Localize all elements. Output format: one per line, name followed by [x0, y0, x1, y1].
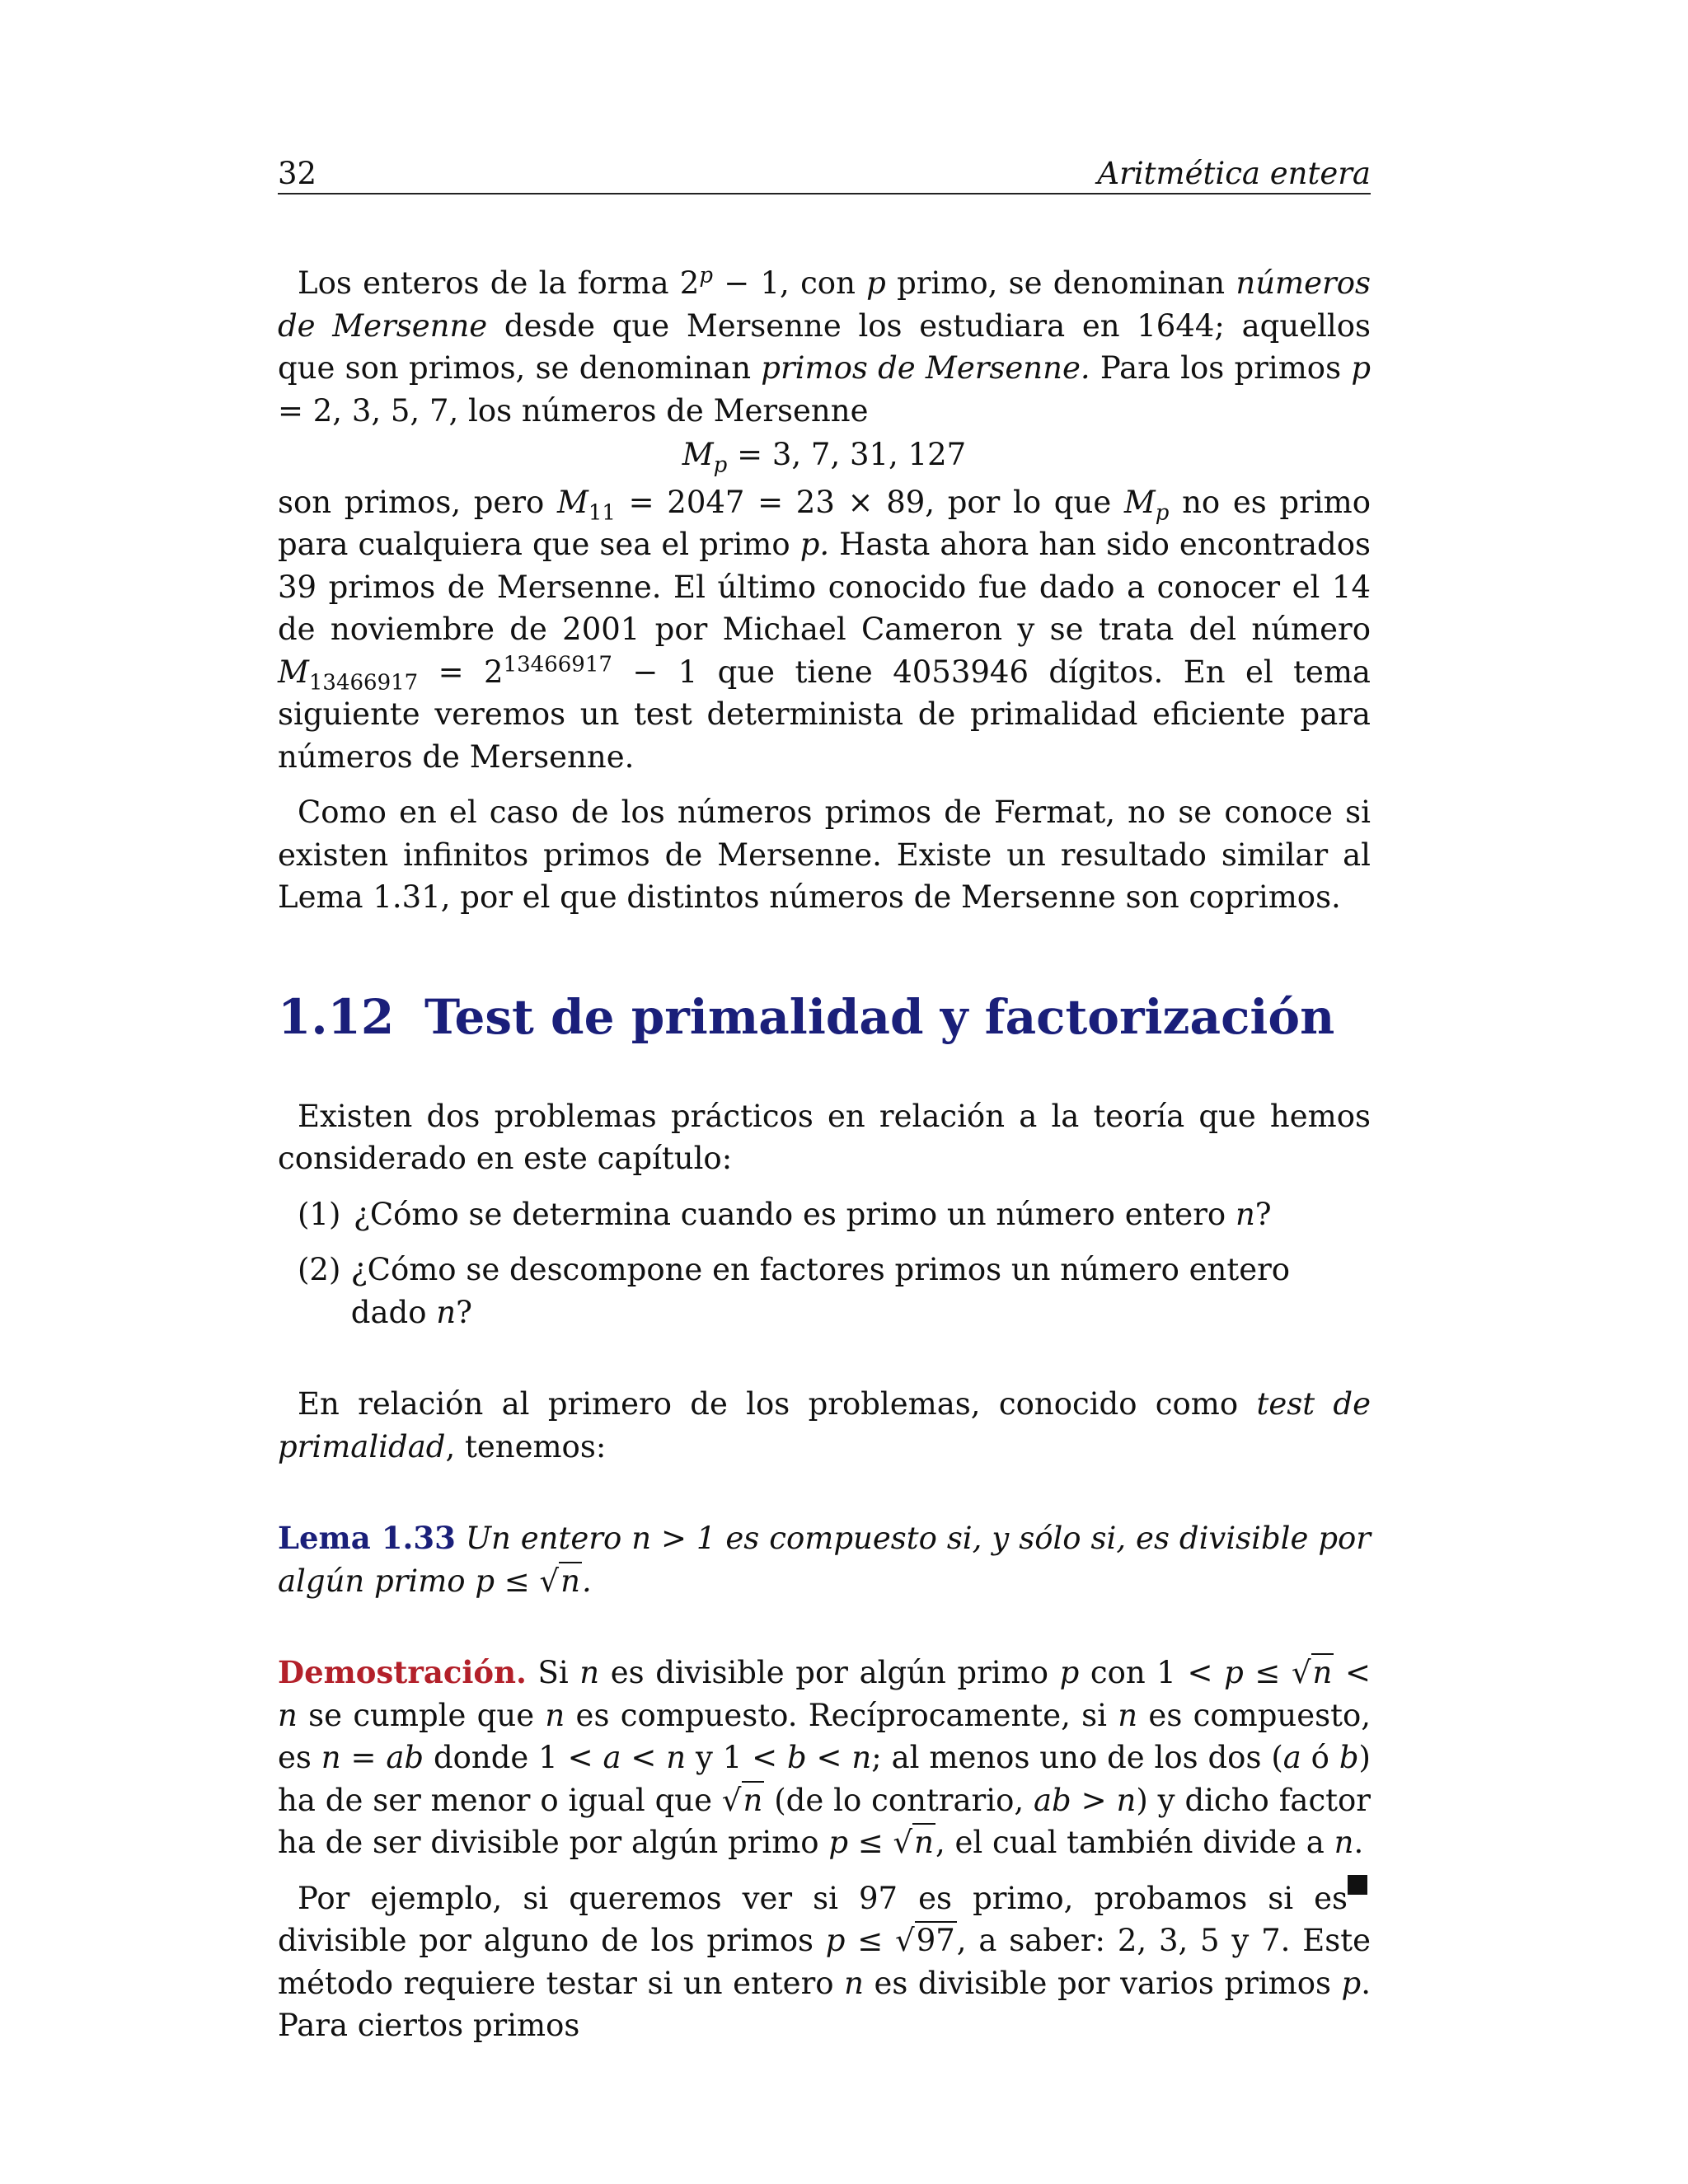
proof-label: Demostración.: [278, 1654, 527, 1690]
chapter-title: Aritmética entera: [1097, 156, 1371, 191]
paragraph-example-97: Por ejemplo, si queremos ver si 97 es primo, probamos si es divisible por alguno de los primos p ≤ √97, a saber: 2, 3, 5 y 7. Este método requiere testar si un entero n es divisible por varios primos p. Para ciertos primos: [278, 1880, 1372, 2043]
paragraph-mersenne-definition: Los enteros de la forma $2^p - 1$, con p primo, se denominan números de Mersenne desde que Mersenne los estudiara en 1644; aquellos que son primos, se denominan primos de Mersenne. Para los primos p = 2, 3, 5, 7, los números de Mersenne: [278, 263, 1371, 429]
proof: Demostración. Si n es divisible por algún primo p con 1 < p ≤ √n < n se cumple que n es compuesto. Recíprocamente, si n es compuesto, es n = ab donde 1 < a < n y 1 < b < n; al menos uno de los dos (a ó b) ha de ser menor o igual que √n (de lo contrario, ab > n) y dicho factor ha de ser divisible por algún primo p ≤ √n, el cual también divide a n.: [278, 1652, 1371, 1864]
paragraph-primality-test: En relación al primero de los problemas, conocido como test de primalidad, tenemos:: [278, 1386, 1372, 1465]
qed-square-icon: [1348, 1875, 1367, 1895]
term-test-de-primalidad: test de primalidad: [278, 1386, 1372, 1465]
list-item: (2) ¿Cómo se descompone en factores primos un número entero dado n?: [298, 1252, 1291, 1330]
page: [278, 0, 1371, 2184]
list-item: (1) ¿Cómo se determina cuando es primo un número entero n?: [298, 1196, 1272, 1232]
term-numeros-de-mersenne: números de Mersenne: [278, 265, 1371, 344]
term-primos-de-mersenne: primos de Mersenne.: [761, 350, 1090, 386]
lemma-label: Lema 1.33: [278, 1520, 456, 1556]
body-text: [278, 262, 1371, 2047]
section-number: 1.12: [278, 988, 395, 1045]
section-heading: [278, 988, 1371, 1046]
paragraph-infinite-mersenne: Como en el caso de los números primos de Fermat, no se conoce si existen infinitos primos de Mersenne. Existe un resultado similar al Lema 1.31, por el que distintos números de Mersenne son coprimos.: [278, 794, 1371, 915]
running-header: [278, 155, 1371, 194]
section-title: Test de primalidad y factorización: [424, 988, 1335, 1045]
lemma-1-33: Lema 1.33 Un entero n > 1 es compuesto si, y sólo si, es divisible por algún primo p ≤ √n.: [278, 1520, 1371, 1599]
page-number: 32: [278, 156, 317, 191]
paragraph-mersenne-primes: son primos, pero $M_{11} = 2047 = 23 \times 89$, por lo que $M_p$ no es primo para cualquiera que sea el primo p. Hasta ahora han sido encontrados 39 primos de Mersenne. El último conocido fue dado a conocer el 14 de noviembre de 2001 por Michael Cameron y se trata del número $M_{13466917} = 2^{13466917} - 1$ que tiene 4053946 dígitos. En el tema siguiente veremos un test determinista de primalidad eficiente para números de Mersenne.: [278, 484, 1371, 775]
display-equation-mp: $M_p = 3$, 7, 31, 127: [682, 437, 967, 478]
paragraph-practical-problems: Existen dos problemas prácticos en relación a la teoría que hemos considerado en este capítulo:: [278, 1098, 1371, 1176]
